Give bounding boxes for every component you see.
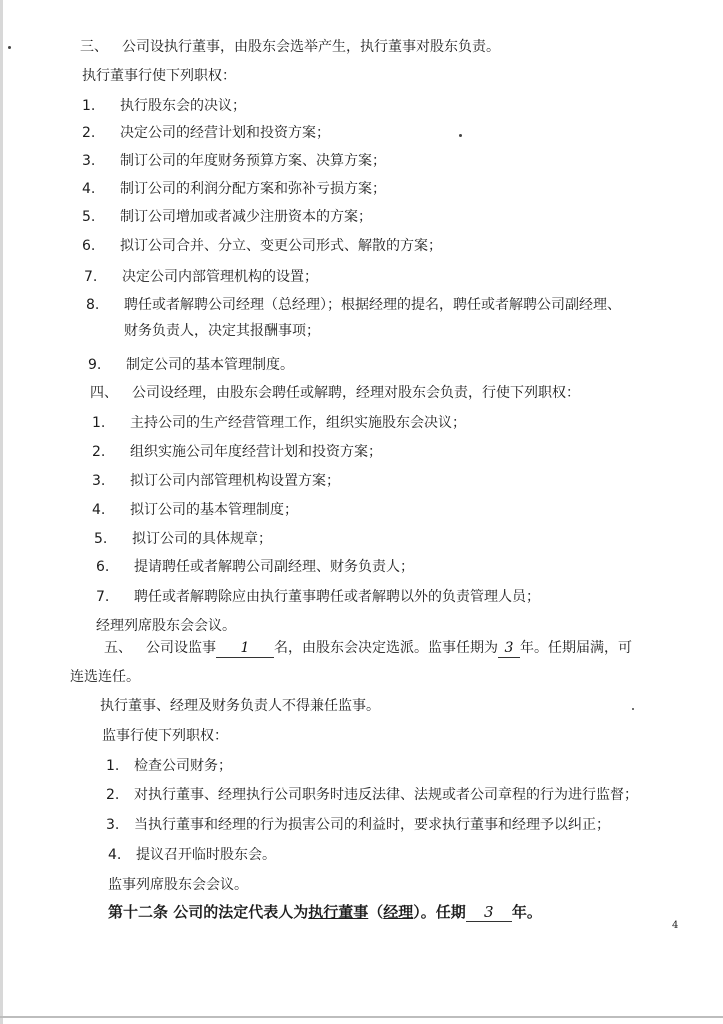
section-4-text: 公司设经理，由股东会聘任或解聘，经理对股东会负责，行使下列职权： xyxy=(132,385,580,401)
scan-speck xyxy=(8,46,11,49)
list-item: 5. 制订公司增加或者减少注册资本的方案； xyxy=(82,209,372,225)
list-item: 7. 聘任或者解聘除应由执行董事聘任或者解聘以外的负责管理人员； xyxy=(96,589,540,605)
supervisor-term-field: 3 xyxy=(498,639,520,658)
section-3-heading xyxy=(80,38,500,56)
section-5-note: 执行董事、经理及财务负责人不得兼任监事。 xyxy=(100,698,380,714)
section-4-heading xyxy=(90,384,580,402)
scan-speck xyxy=(459,134,462,137)
list-item: 1. 执行股东会的决议； xyxy=(82,98,246,114)
list-item: 1. 检查公司财务； xyxy=(106,758,232,774)
list-item: 5. 拟订公司的具体规章； xyxy=(94,531,272,547)
list-item: 3. 当执行董事和经理的行为损害公司的利益时，要求执行董事和经理予以纠正； xyxy=(106,817,610,833)
list-item: 4. 提议召开临时股东会。 xyxy=(108,847,276,863)
list-item: 6. 拟订公司合并、分立、变更公司形式、解散的方案； xyxy=(82,238,442,254)
section-5-heading: 五、 公司设监事 1 名，由股东会决定选派。监事任期为 3 年。任期届满，可 xyxy=(104,640,632,656)
section-5-number: 五、 xyxy=(104,640,132,656)
legal-rep-role: 执行董事 xyxy=(308,903,369,921)
section-5-tail: 监事列席股东会会议。 xyxy=(108,877,248,893)
list-item: 9. 制定公司的基本管理制度。 xyxy=(88,357,294,373)
legal-rep-alt-role: 经理 xyxy=(383,903,414,921)
section-5-continuation: 连选连任。 xyxy=(70,669,140,685)
list-item: 6. 提请聘任或者解聘公司副经理、财务负责人； xyxy=(96,559,414,575)
list-item: 2. 决定公司的经营计划和投资方案； xyxy=(82,125,330,141)
list-item: 7. 决定公司内部管理机构的设置； xyxy=(84,269,318,285)
list-item: 1. 主持公司的生产经营管理工作，组织实施股东会决议； xyxy=(92,415,466,431)
list-item: 4. 制订公司的利润分配方案和弥补亏损方案； xyxy=(82,181,386,197)
list-item: 3. 拟订公司内部管理机构设置方案； xyxy=(92,473,340,489)
scan-edge-left xyxy=(0,0,3,1024)
list-item: 4. 拟订公司的基本管理制度； xyxy=(92,502,298,518)
supervisor-count-field: 1 xyxy=(216,639,274,658)
section-5-intro: 监事行使下列职权： xyxy=(102,728,228,744)
section-4-tail: 经理列席股东会会议。 xyxy=(96,618,236,634)
list-item-continuation: 财务负责人，决定其报酬事项； xyxy=(124,323,320,339)
list-item: 3. 制订公司的年度财务预算方案、决算方案； xyxy=(82,153,386,169)
legal-rep-term-field: 3 xyxy=(466,903,512,922)
scan-edge-bottom xyxy=(0,1016,723,1018)
article-12: 第十二条 公司的法定代表人为执行董事（经理）。任期 3 年。 xyxy=(108,903,542,921)
list-item: 2. 对执行董事、经理执行公司职务时违反法律、法规或者公司章程的行为进行监督； xyxy=(106,787,638,803)
section-3-text: 公司设执行董事，由股东会选举产生，执行董事对股东负责。 xyxy=(122,39,500,55)
section-3-intro: 执行董事行使下列职权： xyxy=(82,68,236,84)
scan-speck xyxy=(632,708,634,710)
page-number: 4 xyxy=(672,920,679,931)
section-4-number: 四、 xyxy=(90,385,118,401)
list-item: 8. 聘任或者解聘公司经理（总经理）；根据经理的提名，聘任或者解聘公司副经理、 xyxy=(86,297,621,313)
list-item: 2. 组织实施公司年度经营计划和投资方案； xyxy=(92,444,382,460)
section-3-number: 三、 xyxy=(80,39,108,55)
